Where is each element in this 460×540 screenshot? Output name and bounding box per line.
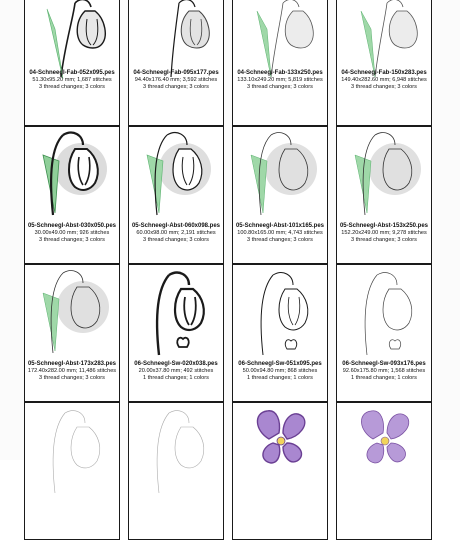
thread-info: 3 thread changes; 3 colors [247,84,313,90]
design-card[interactable] [336,0,432,126]
snowdrop-abstract-thumbnail [129,127,223,223]
thread-info: 3 thread changes; 3 colors [39,237,105,243]
file-name: 06-Schneegl-Sw-093x176.pes [342,361,426,367]
dimensions: 92.60x175.80 mm; 1,568 stitches [342,368,426,374]
file-name: 06-Schneegl-Sw-020x038.pes [134,361,218,367]
design-card[interactable] [232,264,328,402]
thread-info: 1 thread changes; 1 colors [247,375,313,381]
design-card[interactable] [336,402,432,540]
violet-flower-thumbnail [233,403,327,499]
design-card[interactable] [24,402,120,540]
file-name: 04-Schneegl-Fab-052x095.pes [29,70,115,76]
dimensions: 100.80x165.00 mm; 4,743 stitches [237,230,323,236]
file-name: 04-Schneegl-Fab-095x177.pes [133,70,219,76]
thread-info: 3 thread changes; 3 colors [39,375,105,381]
dimensions: 20.00x37.80 mm; 492 stitches [138,368,214,374]
file-name: 06-Schneegl-Sw-051x095.pes [238,361,322,367]
file-name: 05-Schneegl-Abst-153x250.pes [339,223,429,229]
design-card[interactable] [232,0,328,126]
design-card[interactable] [336,264,432,402]
dimensions: 60.00x98.00 mm; 2,191 stitches [136,230,216,236]
snowdrop-linework-thumbnail [233,265,327,361]
design-card[interactable] [24,126,120,264]
design-card[interactable] [232,402,328,540]
snowdrop-linework-thumbnail [337,265,431,361]
design-card[interactable] [128,0,224,126]
thread-info: 3 thread changes; 3 colors [351,237,417,243]
violet-flower-thumbnail [337,403,431,499]
dimensions: 50.00x94.80 mm; 868 stitches [242,368,318,374]
file-name: 05-Schneegl-Abst-101x165.pes [235,223,325,229]
thread-info: 1 thread changes; 1 colors [351,375,417,381]
file-name: 04-Schneegl-Fab-150x283.pes [341,70,427,76]
design-card[interactable] [128,402,224,540]
snowdrop-linework-thumbnail [129,403,223,499]
thread-info: 3 thread changes; 3 colors [143,237,209,243]
thread-info: 3 thread changes; 3 colors [143,84,209,90]
dimensions: 94.40x176.40 mm; 3,592 stitches [134,77,218,83]
file-name: 05-Schneegl-Abst-030x050.pes [27,223,117,229]
file-name: 05-Schneegl-Abst-060x098.pes [131,223,221,229]
thread-info: 3 thread changes; 3 colors [247,237,313,243]
design-card[interactable] [128,126,224,264]
design-card[interactable] [24,264,120,402]
design-card[interactable] [24,0,120,126]
thread-info: 1 thread changes; 1 colors [143,375,209,381]
dimensions: 152.20x249.00 mm; 9,278 stitches [341,230,427,236]
thread-info: 3 thread changes; 3 colors [39,84,105,90]
design-card[interactable] [128,264,224,402]
dimensions: 133.10x249.20 mm; 5,819 stitches [237,77,323,83]
dimensions: 51.30x95.20 mm; 1,687 stitches [32,77,112,83]
file-name: 04-Schneegl-Fab-133x250.pes [237,70,323,76]
design-card[interactable] [336,126,432,264]
dimensions: 30.00x49.00 mm; 926 stitches [34,230,110,236]
snowdrop-linework-thumbnail [129,265,223,361]
file-name: 05-Schneegl-Abst-173x283.pes [27,361,117,367]
design-card[interactable] [232,126,328,264]
thread-info: 3 thread changes; 3 colors [351,84,417,90]
snowdrop-abstract-thumbnail [25,265,119,361]
snowdrop-abstract-thumbnail [233,127,327,223]
dimensions: 172.40x282.00 mm; 11,486 stitches [27,368,117,374]
dimensions: 149.40x282.60 mm; 6,948 stitches [341,77,427,83]
snowdrop-abstract-thumbnail [337,127,431,223]
snowdrop-abstract-thumbnail [25,127,119,223]
snowdrop-linework-thumbnail [25,403,119,499]
